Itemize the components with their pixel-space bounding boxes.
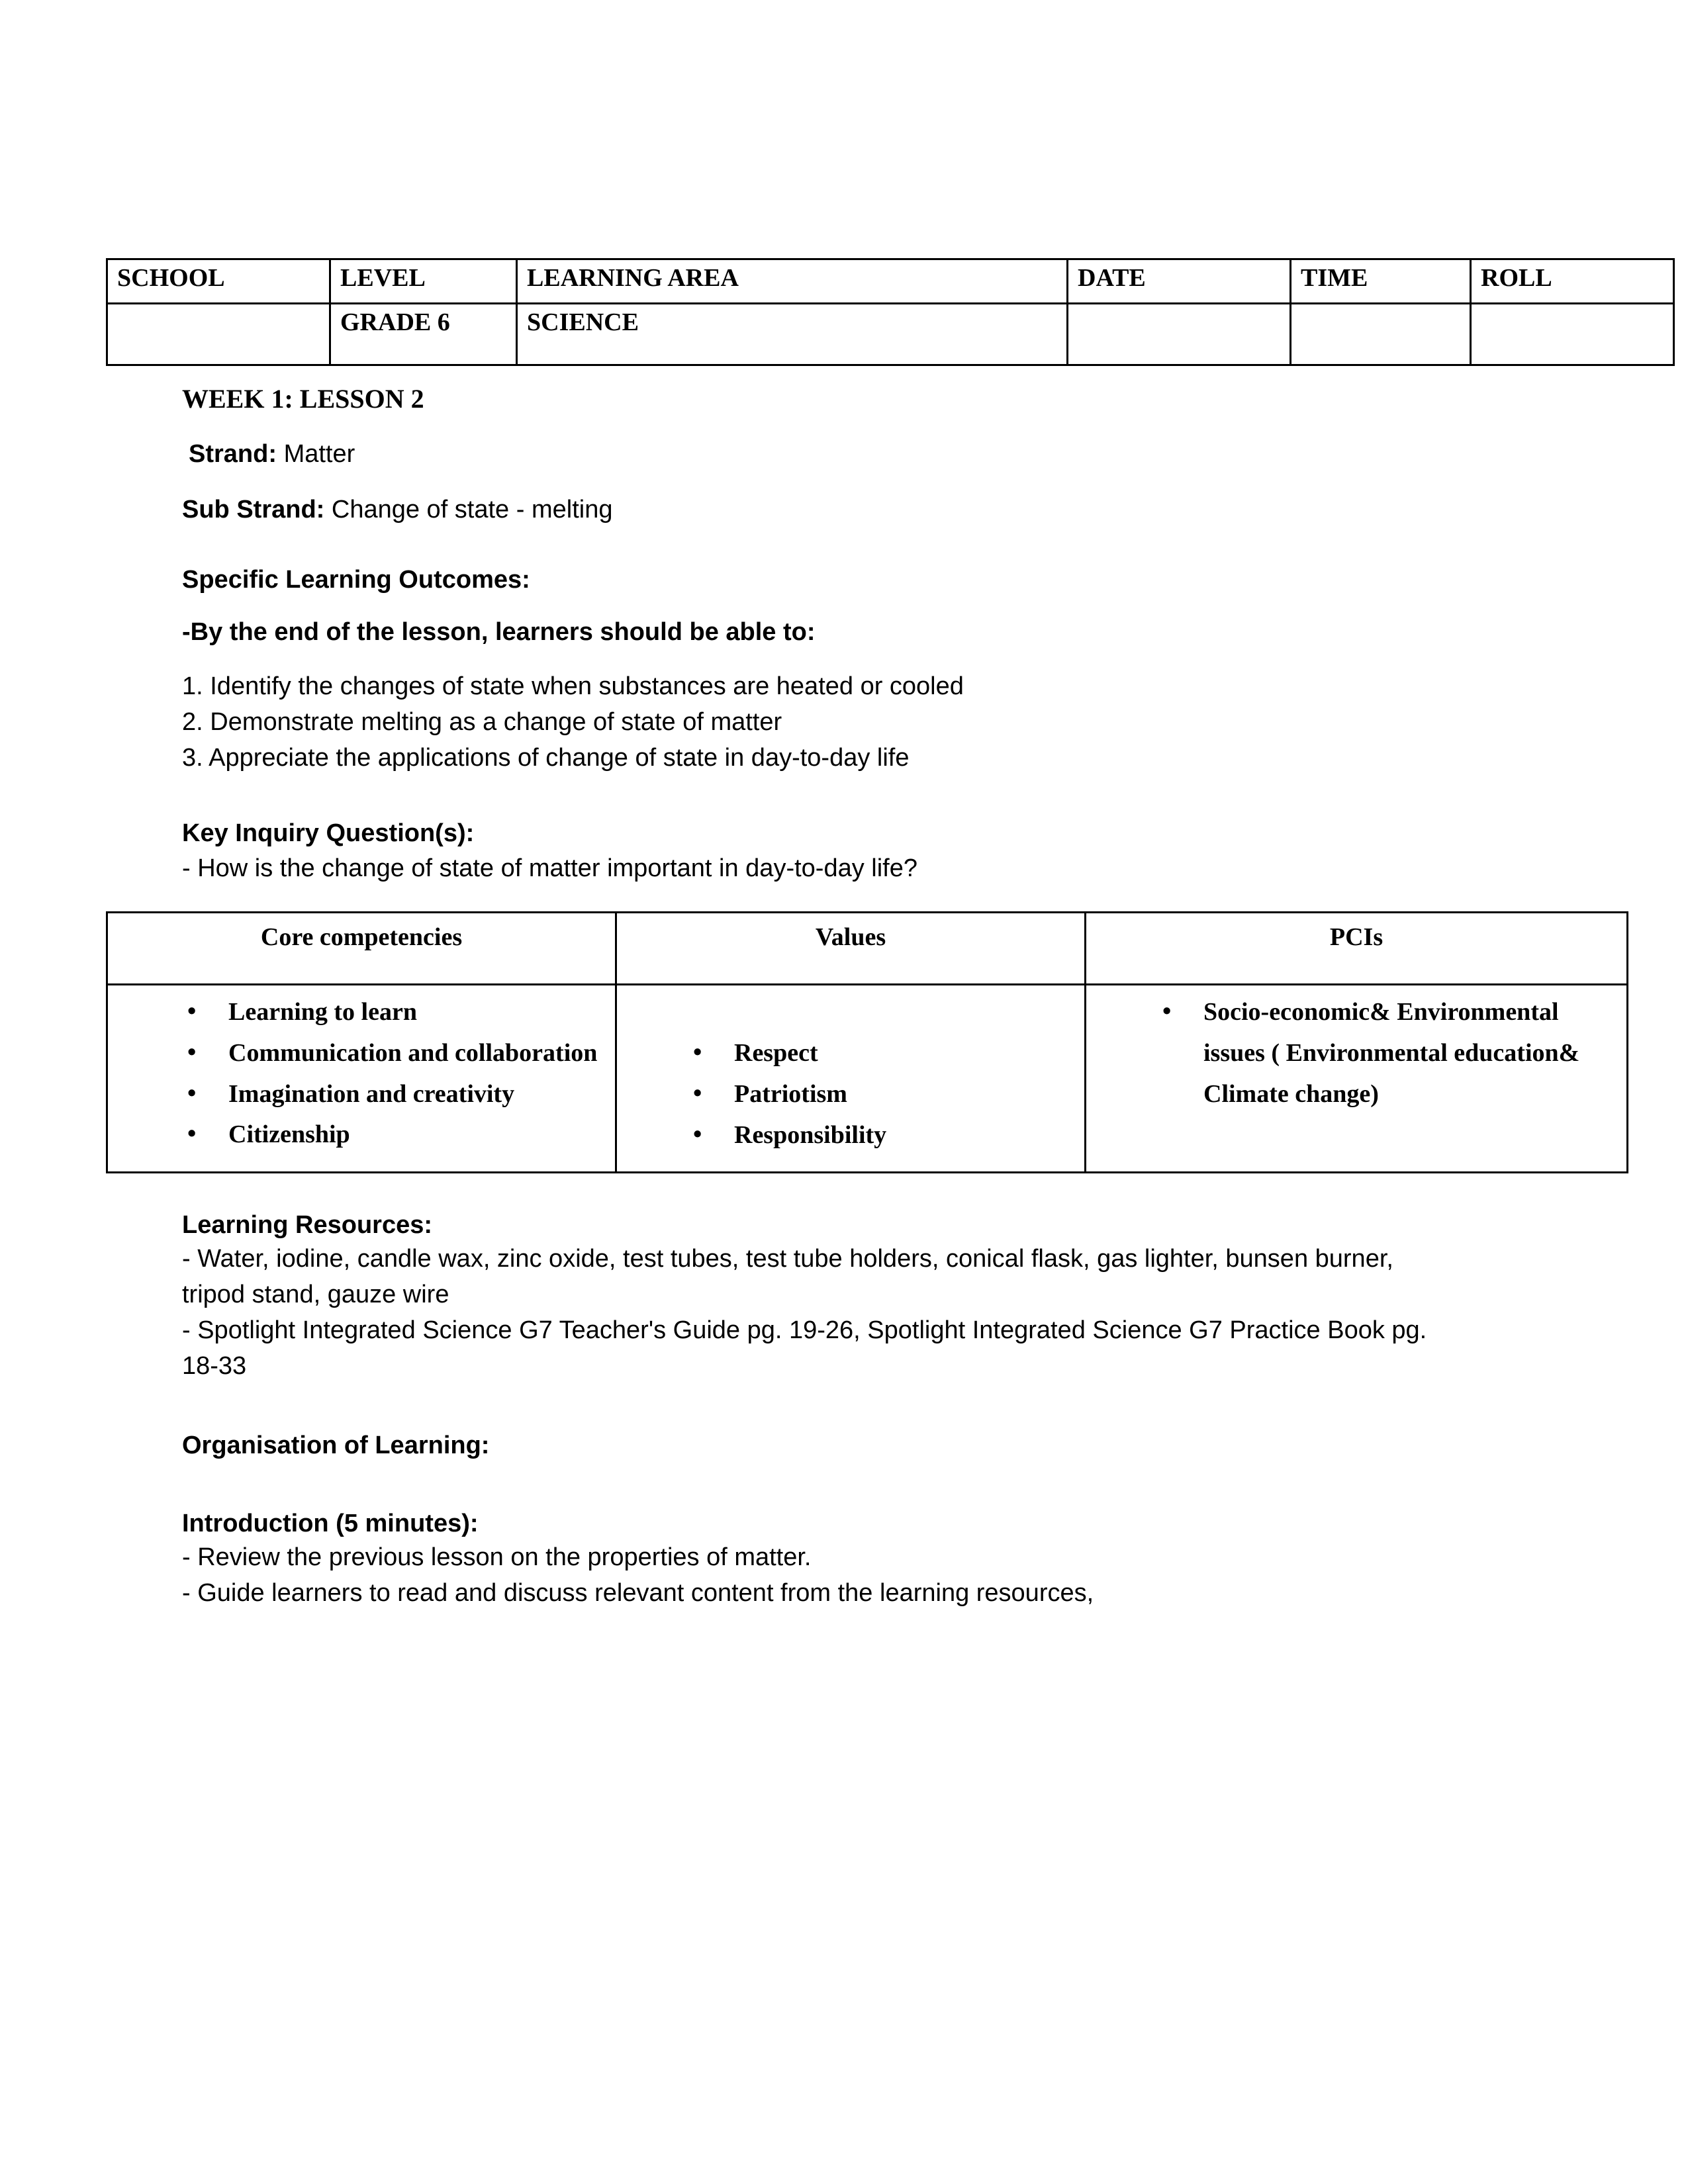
core-competencies-cell bbox=[107, 985, 616, 1173]
core-competencies-list bbox=[115, 992, 608, 1155]
info-table-header-row bbox=[107, 259, 1674, 304]
info-header-date: DATE bbox=[1068, 259, 1291, 304]
list-item: • Responsibility bbox=[693, 1115, 1078, 1156]
info-value-date bbox=[1068, 304, 1291, 365]
info-value-roll bbox=[1471, 304, 1674, 365]
introduction-heading: Introduction (5 minutes): bbox=[182, 1509, 479, 1537]
pcis-list bbox=[1093, 992, 1620, 1115]
list-item: • Citizenship bbox=[187, 1115, 608, 1156]
list-item: • Respect bbox=[693, 1033, 1078, 1074]
strand-label: Strand: bbox=[189, 440, 277, 468]
comp-header-core-competencies: Core competencies bbox=[107, 913, 616, 985]
strand-line bbox=[182, 439, 1456, 471]
competencies-values-pcis-table bbox=[106, 911, 1628, 1173]
learning-resources-section bbox=[182, 1209, 1456, 1385]
values-list bbox=[624, 992, 1078, 1156]
lesson-body bbox=[106, 383, 1589, 885]
list-item: • Socio-economic& Environmental issues ( Environmental education& Climate change) bbox=[1162, 992, 1620, 1115]
introduction-step-2: - Guide learners to read and discuss relevant content from the learning resources, bbox=[182, 1579, 1094, 1607]
introduction-section bbox=[182, 1508, 1456, 1612]
introduction-step-1: - Review the previous lesson on the properties of matter. bbox=[182, 1543, 812, 1572]
list-item: • Imagination and creativity bbox=[187, 1074, 608, 1115]
info-value-time bbox=[1291, 304, 1471, 365]
outcome-item-3: 3. Appreciate the applications of change of state in day-to-day life bbox=[182, 743, 910, 772]
learning-resources-materials: - Water, iodine, candle wax, zinc oxide, test tubes, test tube holders, conical flask, gas lighter, bunsen burner, tripod stand, gauze wire bbox=[182, 1245, 1393, 1309]
organisation-of-learning-section bbox=[182, 1430, 1456, 1462]
info-value-learning-area: SCIENCE bbox=[517, 304, 1068, 365]
strand-value: Matter bbox=[283, 440, 355, 468]
info-header-school: SCHOOL bbox=[107, 259, 330, 304]
values-cell bbox=[616, 985, 1086, 1173]
outcomes-list bbox=[182, 669, 1456, 776]
info-header-time: TIME bbox=[1291, 259, 1471, 304]
lesson-info-table bbox=[106, 258, 1675, 366]
lesson-body-lower bbox=[106, 1209, 1589, 1612]
pcis-cell bbox=[1086, 985, 1628, 1173]
specific-learning-outcomes-heading: Specific Learning Outcomes: bbox=[182, 566, 530, 594]
outcome-item-1: 1. Identify the changes of state when substances are heated or cooled bbox=[182, 672, 964, 700]
outcomes-subheading: -By the end of the lesson, learners should be able to: bbox=[182, 618, 816, 647]
comp-header-values: Values bbox=[616, 913, 1086, 985]
key-inquiry-block bbox=[182, 817, 1456, 886]
info-value-school bbox=[107, 304, 330, 365]
outcome-item-2: 2. Demonstrate melting as a change of state of matter bbox=[182, 707, 782, 736]
info-value-level: GRADE 6 bbox=[330, 304, 517, 365]
sub-strand-line bbox=[182, 494, 1456, 526]
comp-header-pcis: PCIs bbox=[1086, 913, 1628, 985]
info-header-level: LEVEL bbox=[330, 259, 517, 304]
list-item: • Patriotism bbox=[693, 1074, 1078, 1115]
info-header-roll: ROLL bbox=[1471, 259, 1674, 304]
learning-resources-heading: Learning Resources: bbox=[182, 1211, 432, 1240]
sub-strand-value: Change of state - melting bbox=[331, 495, 613, 523]
comp-table-header-row bbox=[107, 913, 1628, 985]
sub-strand-label: Sub Strand: bbox=[182, 495, 325, 523]
key-inquiry-question: - How is the change of state of matter important in day-to-day life? bbox=[182, 854, 917, 883]
week-lesson-title: WEEK 1: LESSON 2 bbox=[182, 384, 424, 414]
comp-table-body-row bbox=[107, 985, 1628, 1173]
list-item: • Communication and collaboration bbox=[187, 1033, 608, 1074]
learning-resources-books: - Spotlight Integrated Science G7 Teacher's Guide pg. 19-26, Spotlight Integrated Science G7 Practice Book pg. 18-33 bbox=[182, 1316, 1427, 1381]
organisation-of-learning-heading: Organisation of Learning: bbox=[182, 1432, 490, 1460]
info-table-value-row bbox=[107, 304, 1674, 365]
key-inquiry-heading: Key Inquiry Question(s): bbox=[182, 819, 475, 847]
list-item: • Learning to learn bbox=[187, 992, 608, 1033]
info-header-learning-area: LEARNING AREA bbox=[517, 259, 1068, 304]
